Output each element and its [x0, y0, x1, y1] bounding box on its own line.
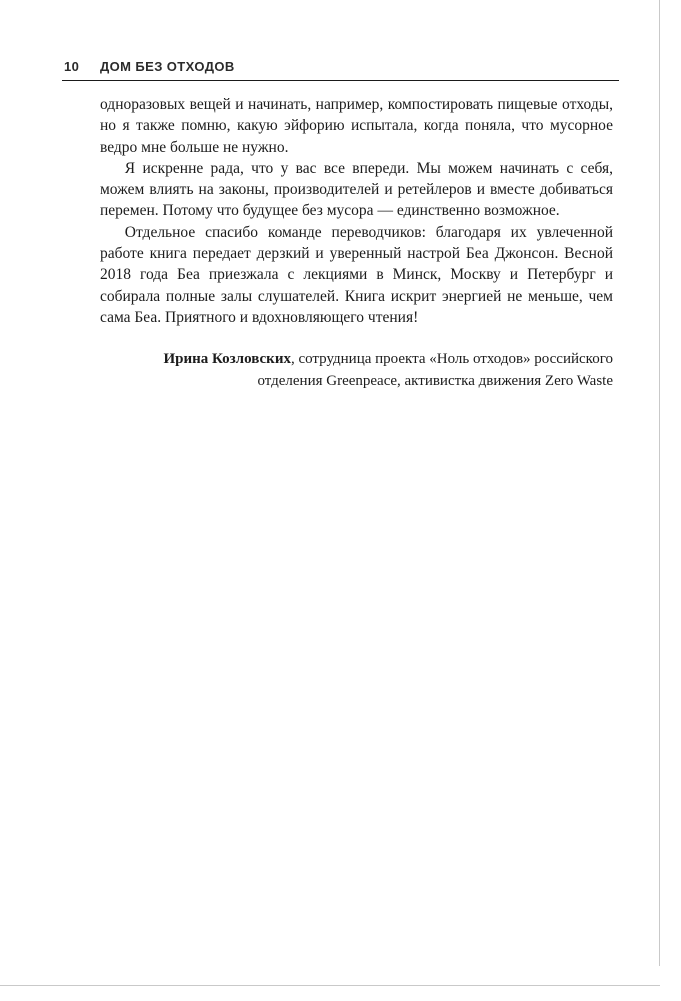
header-rule	[62, 80, 619, 81]
page-edge-right	[659, 0, 660, 966]
paragraph: Я искренне рада, что у вас все впереди. Мы можем начинать с себя, можем влиять на законы, производителей и ретейлеров и вместе добиваться перемен. Потому что будущее без мусора — единственно возможное.	[100, 159, 613, 220]
paragraph: одноразовых вещей и начинать, например, компостировать пищевые отходы, но я также помню, какую эйфорию испытала, когда поняла, что мусорное ведро мне больше не нужно.	[100, 96, 613, 156]
page-number: 10	[64, 59, 80, 74]
signature-rest: , сотрудница проекта «Ноль отходов» российского отделения Greenpeace, активистка движения Zero Waste	[257, 351, 613, 389]
page-header	[64, 59, 617, 74]
signature	[100, 349, 613, 392]
page-edge-bottom	[0, 985, 660, 986]
paragraph: Отдельное спасибо команде переводчиков: благодаря их увлеченной работе книга передает дерзкий и уверенный настрой Беа Джонсон. Весной 2018 года Беа приезжала с лекциями в Минск, Москву и Петербург и собирала полные залы слушателей. Книга искрит энергией не меньше, чем сама Беа. Приятного и вдохновляющего чтения!	[100, 223, 613, 326]
page-body	[100, 94, 613, 392]
signature-name: Ирина Козловских	[163, 351, 291, 368]
running-title: ДОМ БЕЗ ОТХОДОВ	[100, 59, 235, 74]
